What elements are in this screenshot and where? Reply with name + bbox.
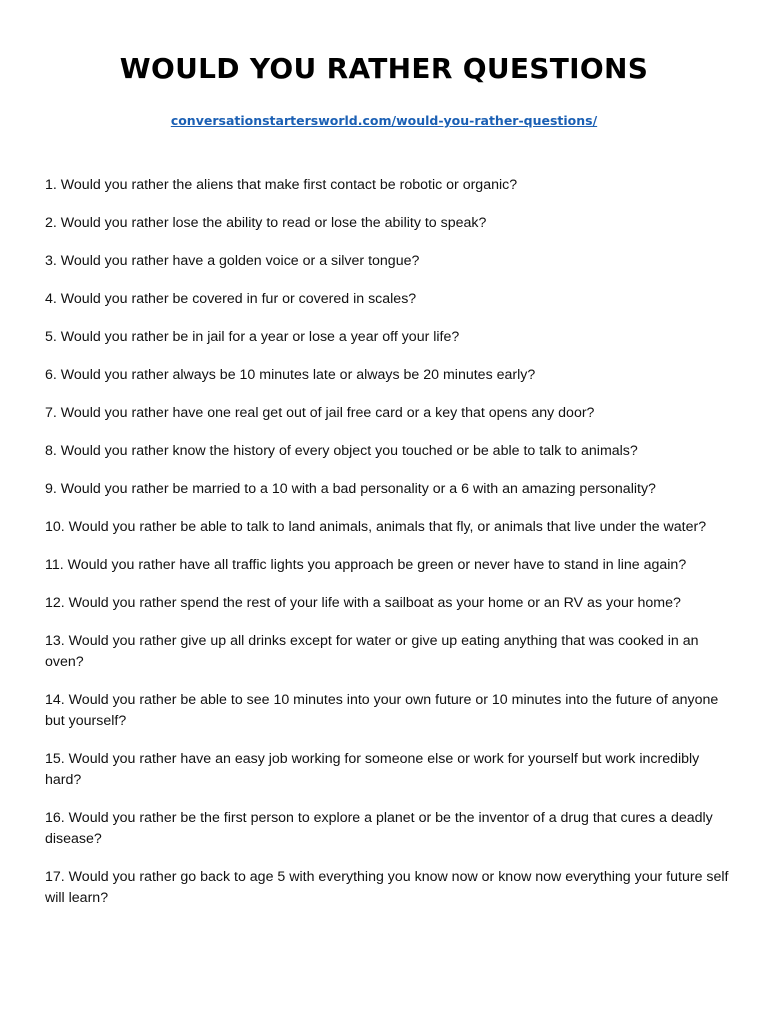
questions-list	[45, 175, 735, 926]
list-item: 2. Would you rather lose the ability to read or lose the ability to speak?	[45, 215, 487, 231]
list-item: 14. Would you rather be able to see 10 minutes into your own future or 10 minutes into the future of anyone but yourself?	[45, 692, 719, 729]
page-title: WOULD YOU RATHER QUESTIONS	[119, 52, 649, 85]
list-item: 4. Would you rather be covered in fur or covered in scales?	[45, 291, 417, 307]
list-item: 3. Would you rather have a golden voice or a silver tongue?	[45, 253, 420, 269]
list-item: 9. Would you rather be married to a 10 with a bad personality or a 6 with an amazing personality?	[45, 481, 656, 497]
list-item: 10. Would you rather be able to talk to land animals, animals that fly, or animals that live under the water?	[45, 519, 707, 535]
list-item: 12. Would you rather spend the rest of your life with a sailboat as your home or an RV as your home?	[45, 595, 681, 611]
list-item: 8. Would you rather know the history of every object you touched or be able to talk to animals?	[45, 443, 638, 459]
list-item: 11. Would you rather have all traffic lights you approach be green or never have to stand in line again?	[45, 557, 687, 573]
list-item: 7. Would you rather have one real get out of jail free card or a key that opens any door?	[45, 405, 595, 421]
list-item: 5. Would you rather be in jail for a year or lose a year off your life?	[45, 329, 460, 345]
list-item: 16. Would you rather be the first person to explore a planet or be the inventor of a drug that cures a deadly disease?	[45, 810, 713, 847]
list-item: 13. Would you rather give up all drinks except for water or give up eating anything that was cooked in an oven?	[45, 633, 699, 670]
list-item: 15. Would you rather have an easy job working for someone else or work for yourself but work incredibly hard?	[45, 751, 700, 788]
list-item: 1. Would you rather the aliens that make first contact be robotic or organic?	[45, 177, 518, 193]
list-item: 17. Would you rather go back to age 5 with everything you know now or know now everything your future self will learn?	[45, 869, 729, 906]
list-item: 6. Would you rather always be 10 minutes late or always be 20 minutes early?	[45, 367, 536, 383]
source-link[interactable]: conversationstartersworld.com/would-you-rather-questions/	[170, 113, 598, 128]
